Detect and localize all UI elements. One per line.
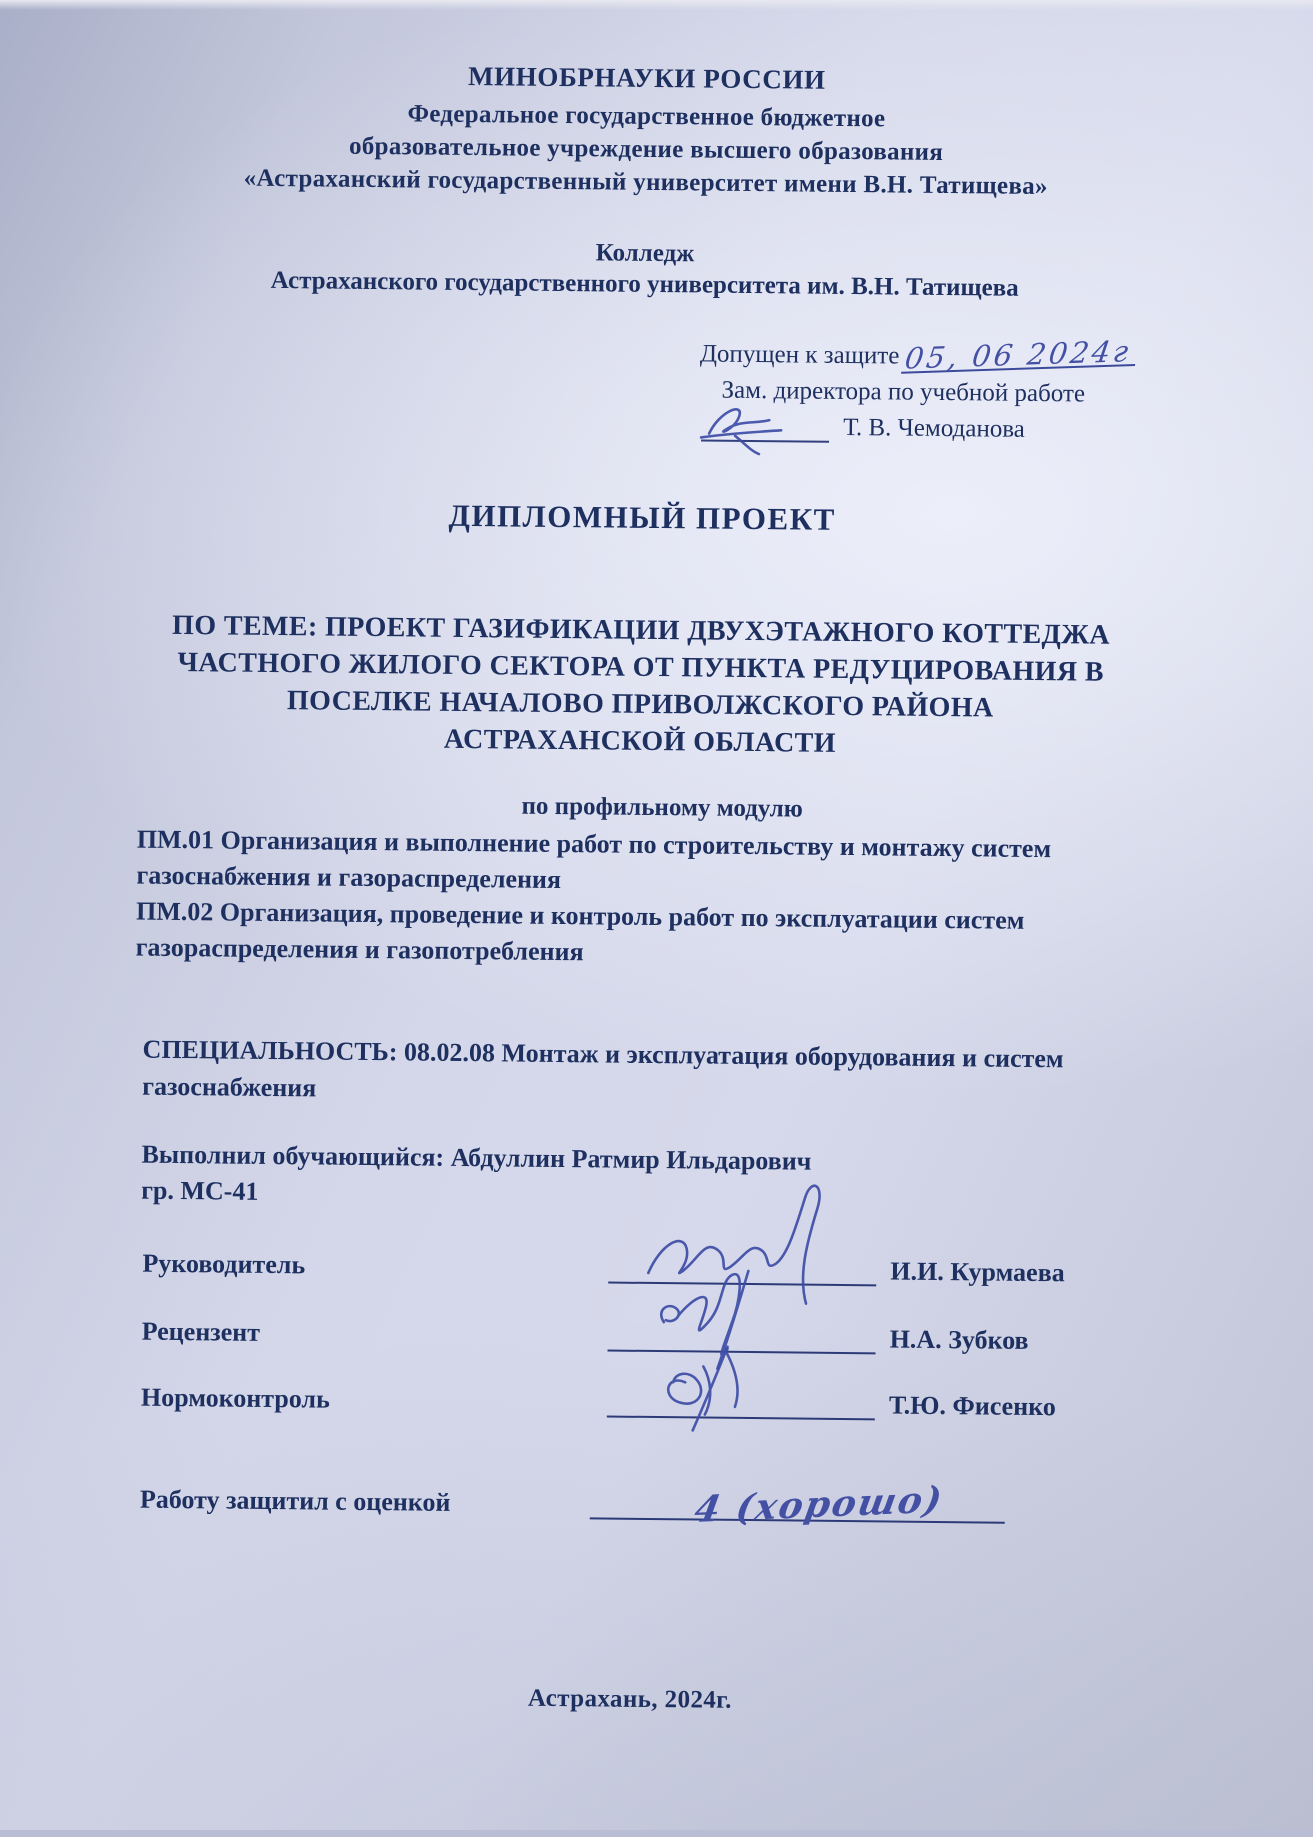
student-performed-line: Выполнил обучающийся: Абдуллин Ратмир Ильдарович [141,1139,812,1176]
ministry-name: МИНОБРНАУКИ РОССИИ [467,60,826,95]
normcontrol-signature-scribble-icon [651,1340,812,1442]
org-line-1: Федеральное государственное бюджетное [407,100,886,133]
theme-line-3: ПОСЕЛКЕ НАЧАЛОВО ПРИВОЛЖСКОГО РАЙОНА [286,685,994,724]
module-item-1: ПМ.01 Организация и выполнение работ по строительству и монтажу систем газоснабжения и газораспределения [136,824,1052,895]
org-line-3: «Астраханский государственный университет имени В.Н. Татищева» [243,164,1048,201]
defense-grade-row [139,1473,1180,1532]
admitted-label: Допущен к защите [699,340,900,370]
director-role: Зам. директора по учебной работе [721,376,1086,408]
college-line-2: Астраханского государственного университета им. В.Н. Татищева [270,266,1019,302]
supervisor-name: И.И. Курмаева [890,1256,1065,1288]
defense-underline [590,1478,1005,1532]
theme-line-4: АСТРАХАНСКОЙ ОБЛАСТИ [443,723,837,759]
reviewer-role-label: Рецензент [141,1316,261,1347]
city-year-footer: Астрахань, 2024г. [527,1684,732,1714]
admitted-line [699,334,1180,376]
normcontrol-role-label: Нормоконтроль [140,1382,330,1414]
normcontrol-signature-underline [607,1380,875,1421]
director-name: Т. В. Чемоданова [843,413,1025,443]
defense-label: Работу защитил с оценкой [139,1484,451,1517]
handwritten-grade: 4 (хорошо) [691,1478,947,1532]
header-block [6,55,1287,205]
signature-underline [701,409,829,442]
theme-line-2: ЧАСТНОГО ЖИЛОГО СЕКТОРА ОТ ПУНКТА РЕДУЦИРОВАНИЯ В [177,646,1105,688]
theme-block [0,605,1281,766]
theme-line-1: ПО ТЕМЕ: ПРОЕКТ ГАЗИФИКАЦИИ ДВУХЭТАЖНОГО КОТТЕДЖА [171,609,1111,651]
handwritten-date: 05, 06 2024г [901,338,1139,374]
document-type-title: ДИПЛОМНЫЙ ПРОЕКТ [448,497,837,537]
approval-block [699,334,1180,446]
specialty-line: СПЕЦИАЛЬНОСТЬ: 08.02.08 Монтаж и эксплуатация оборудования и систем газоснабжения [142,1034,1064,1103]
college-block [5,231,1286,306]
normcontrol-row [141,1373,1181,1424]
modules-heading: по профильному модулю [521,792,803,823]
reviewer-name: Н.А. Зубков [889,1324,1029,1355]
college-line-1: Колледж [595,239,695,268]
director-signature-scribble-icon [695,395,806,456]
modules-block [136,789,1188,977]
module-item-2: ПМ.02 Организация, проведение и контроль работ по эксплуатации систем газораспределения и газопотребления [135,896,1025,967]
supervisor-role-label: Руководитель [142,1248,306,1280]
director-signature-line [699,409,1179,446]
student-group: гр. МС-41 [141,1175,259,1206]
normcontrol-name: Т.Ю. Фисенко [888,1390,1056,1422]
org-line-2: образовательное учреждение высшего образования [348,132,944,166]
